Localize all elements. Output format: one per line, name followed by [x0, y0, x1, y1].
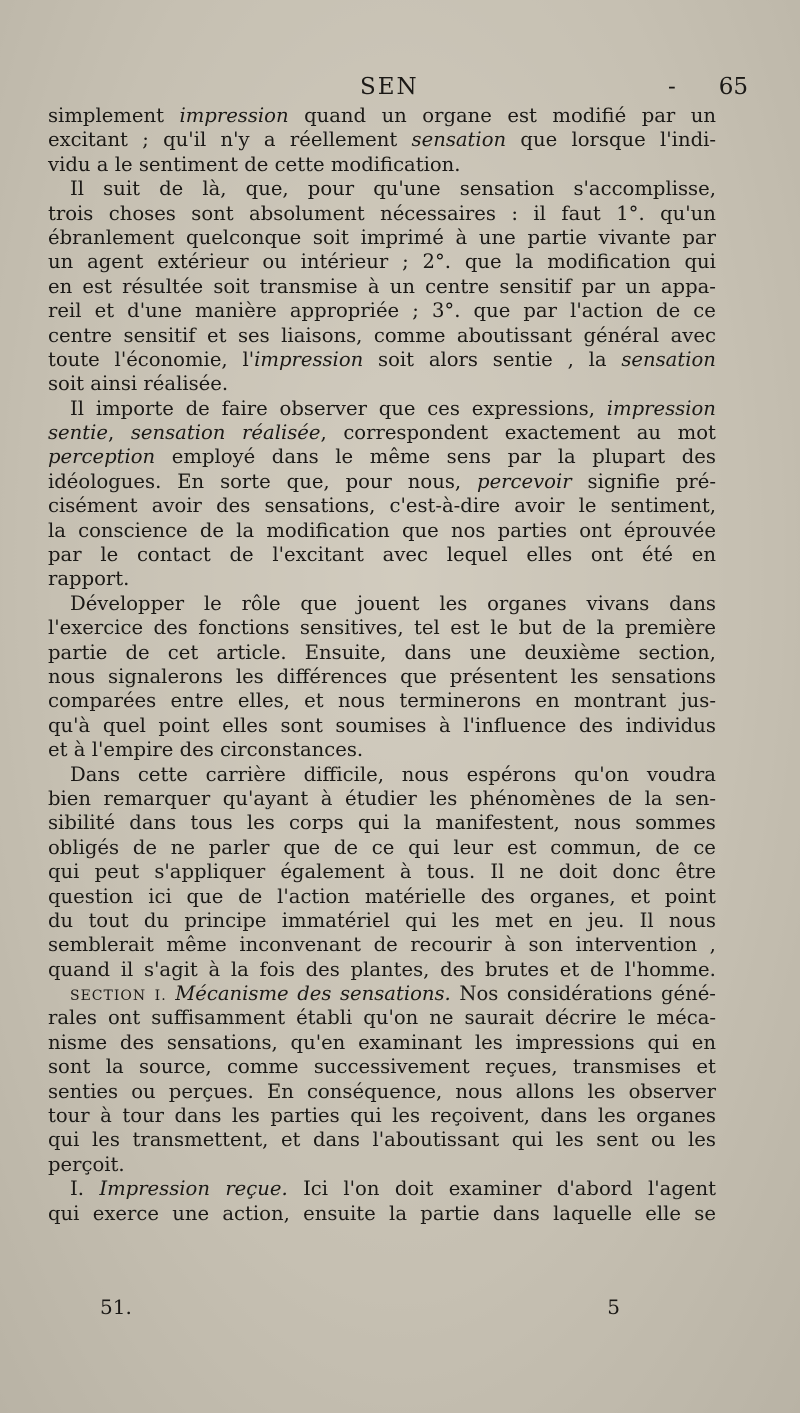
- text-line: tour à tour dans les parties qui les reçoivent, dans les organes: [48, 1104, 716, 1128]
- text-line: Il importe de faire observer que ces expressions, impression: [70, 396, 716, 420]
- text-line: sont la source, comme successivement reçues, transmises et: [48, 1055, 716, 1079]
- text-line: quand il s'agit à la fois des plantes, des brutes et de l'homme.: [48, 957, 716, 981]
- text-line: perçoit.: [48, 1152, 125, 1176]
- text-line: senties ou perçues. En conséquence, nous allons les observer: [48, 1079, 716, 1103]
- text-line: qui exerce une action, ensuite la partie dans laquelle elle se: [48, 1201, 716, 1225]
- text-line: qu'à quel point elles sont soumises à l'influence des individus: [48, 713, 716, 737]
- text-line: excitant ; qu'il n'y a réellement sensation que lorsque l'indi-: [48, 128, 716, 152]
- text-line: simplement impression quand un organe est modifié par un: [48, 104, 716, 127]
- text-line: question ici que de l'action matérielle des organes, et point: [48, 884, 716, 908]
- text-line: qui peut s'appliquer également à tous. Il ne doit donc être: [48, 860, 716, 884]
- text-line: qui les transmettent, et dans l'aboutissant qui les sent ou les: [48, 1128, 716, 1152]
- text-line: comparées entre elles, et nous terminerons en montrant jus-: [48, 689, 716, 713]
- text-line: rapport.: [48, 567, 130, 591]
- text-line: Dans cette carrière difficile, nous espérons qu'on voudra: [70, 762, 716, 786]
- page-footer: [100, 1295, 620, 1323]
- text-line: toute l'économie, l'impression soit alors sentie , la sensation: [48, 347, 716, 371]
- text-line: perception employé dans le même sens par la plupart des: [48, 445, 716, 469]
- text-line: l'exercice des fonctions sensitives, tel est le but de la première: [48, 616, 716, 640]
- text-line: I. Impression reçue. Ici l'on doit examiner d'abord l'agent: [70, 1177, 716, 1201]
- leaf-mark: 5: [607, 1295, 620, 1319]
- text-line: en est résultée soit transmise à un centre sensitif par un appa-: [48, 274, 716, 298]
- text-line: trois choses sont absolument nécessaires : il faut 1°. qu'un: [48, 201, 716, 225]
- text-line: sentie, sensation réalisée, correspondent exactement au mot: [48, 421, 716, 445]
- text-line: rales ont suffisamment établi qu'on ne saurait décrire le méca-: [48, 1006, 716, 1030]
- page-body-text: [48, 104, 716, 1226]
- text-line: SECTION I. Mécanisme des sensations. Nos considérations géné-: [70, 982, 716, 1006]
- text-line: idéologues. En sorte que, pour nous, percevoir signifie pré-: [48, 469, 716, 493]
- page-number: 65: [718, 74, 748, 100]
- text-line: et à l'empire des circonstances.: [48, 738, 364, 762]
- text-line: partie de cet article. Ensuite, dans une deuxième section,: [48, 640, 716, 664]
- text-line: sibilité dans tous les corps qui la manifestent, nous sommes: [48, 811, 716, 835]
- text-line: nous signalerons les différences que présentent les sensations: [48, 664, 716, 688]
- text-line: bien remarquer qu'ayant à étudier les phénomènes de la sen-: [48, 786, 716, 810]
- text-line: par le contact de l'excitant avec lequel elles ont été en: [48, 543, 716, 567]
- text-line: reil et d'une manière appropriée ; 3°. que par l'action de ce: [48, 299, 716, 323]
- text-line: du tout du principe immatériel qui les met en jeu. Il nous: [48, 908, 716, 932]
- text-line: ébranlement quelconque soit imprimé à une partie vivante par: [48, 225, 716, 249]
- text-line: Il suit de là, que, pour qu'une sensation s'accomplisse,: [70, 177, 716, 201]
- text-line: nisme des sensations, qu'en examinant les impressions qui en: [48, 1030, 716, 1054]
- header-dash: -: [668, 74, 676, 100]
- text-line: soit ainsi réalisée.: [48, 372, 229, 396]
- text-line: la conscience de la modification que nos parties ont éprouvée: [48, 518, 716, 542]
- signature-mark: 51.: [100, 1295, 132, 1319]
- text-line: semblerait même inconvenant de recourir à son intervention ,: [48, 933, 716, 957]
- text-line: Développer le rôle que jouent les organes vivans dans: [70, 591, 716, 615]
- text-line: vidu a le sentiment de cette modification.: [48, 152, 461, 176]
- text-line: cisément avoir des sensations, c'est-à-dire avoir le sentiment,: [48, 494, 716, 518]
- running-title: SEN: [360, 74, 419, 100]
- text-line: centre sensitif et ses liaisons, comme aboutissant général avec: [48, 323, 716, 347]
- text-line: obligés de ne parler que de ce qui leur est commun, de ce: [48, 835, 716, 859]
- text-line: un agent extérieur ou intérieur ; 2°. que la modification qui: [48, 250, 716, 274]
- running-header: [48, 74, 748, 104]
